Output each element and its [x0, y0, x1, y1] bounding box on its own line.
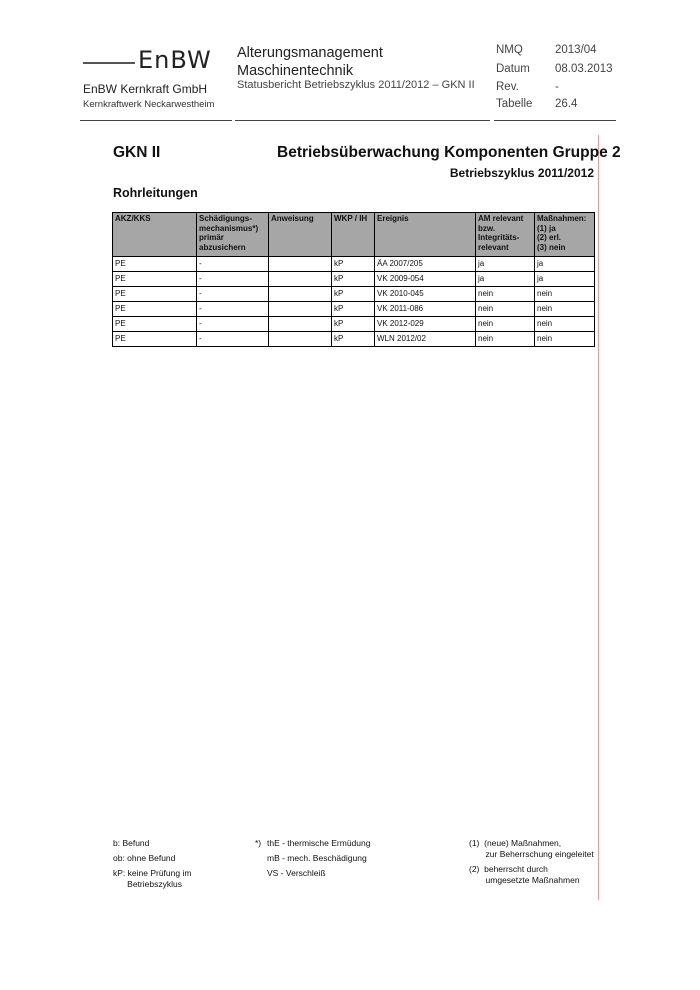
header-rule-right: [494, 120, 616, 121]
meta-label-datum: Datum: [496, 63, 530, 75]
cell-mechanism: -: [197, 272, 269, 287]
cell-event: WLN 2012/02: [375, 332, 476, 347]
legend-line: (1) (neue) Maßnahmen,: [469, 838, 562, 848]
logo-line: [83, 62, 135, 64]
cycle-label: Betriebszyklus 2011/2012: [449, 166, 594, 180]
inspection-table: [112, 212, 595, 347]
cell-am-relevant: ja: [476, 272, 535, 287]
cell-wkp: kP: [332, 257, 375, 272]
table-row: [113, 302, 595, 317]
plant-name: Kernkraftwerk Neckarwestheim: [83, 99, 215, 110]
company-logo: EnBW: [138, 46, 212, 74]
meta-value-datum: 08.03.2013: [555, 63, 613, 75]
table-row: [113, 287, 595, 302]
legend-line: (2) beherrscht durch: [469, 864, 548, 874]
legend-line: zur Beherrschung eingeleitet: [469, 849, 594, 859]
title-line-2: Maschinentechnik: [237, 63, 354, 79]
cell-measures: nein: [535, 302, 595, 317]
cell-measures: nein: [535, 287, 595, 302]
cell-measures: ja: [535, 257, 595, 272]
cell-event: VK 2009-054: [375, 272, 476, 287]
page-title: Betriebsüberwachung Komponenten Gruppe 2: [277, 144, 621, 161]
table-row: [113, 272, 595, 287]
header-text: Anweisung: [271, 214, 314, 223]
cell-event: ÄA 2007/205: [375, 257, 476, 272]
header-text: AM relevant bzw. Integritäts- relevant: [478, 214, 524, 252]
header-rule-middle: [235, 120, 490, 121]
col-header-wkp: [332, 213, 375, 257]
cell-event: VK 2012-029: [375, 317, 476, 332]
legend-marker: *): [255, 838, 262, 848]
table-row: [113, 332, 595, 347]
cell-wkp: kP: [332, 332, 375, 347]
cell-measures: ja: [535, 272, 595, 287]
cell-instruction: [269, 257, 332, 272]
meta-label-rev: Rev.: [496, 81, 519, 93]
document-title: [237, 44, 383, 80]
cell-am-relevant: nein: [476, 317, 535, 332]
company-name: EnBW Kernkraft GmbH: [83, 82, 208, 96]
header-text: AKZ/KKS: [115, 214, 151, 223]
cell-akz: PE: [113, 257, 197, 272]
cell-am-relevant: ja: [476, 257, 535, 272]
cell-wkp: kP: [332, 302, 375, 317]
unit-label: GKN II: [113, 144, 161, 161]
header-text: WKP / IH: [334, 214, 368, 223]
cell-mechanism: -: [197, 317, 269, 332]
margin-line: [598, 135, 599, 900]
legend-line: Betriebszyklus: [113, 879, 182, 889]
cell-instruction: [269, 317, 332, 332]
legend-line: thE - thermische Ermüdung: [267, 838, 371, 848]
legend-line: umgesetzte Maßnahmen: [469, 875, 580, 885]
cell-measures: nein: [535, 317, 595, 332]
cell-instruction: [269, 302, 332, 317]
col-header-measures: [535, 213, 595, 257]
legend-line: mB - mech. Beschädigung: [267, 853, 367, 863]
cell-akz: PE: [113, 317, 197, 332]
header-text: Schädigungs- mechanismus*) primär abzusichern: [199, 214, 259, 252]
cell-akz: PE: [113, 332, 197, 347]
legend-measures: [469, 838, 597, 886]
cell-am-relevant: nein: [476, 332, 535, 347]
cell-wkp: kP: [332, 272, 375, 287]
cell-akz: PE: [113, 287, 197, 302]
legend-findings: [113, 838, 243, 890]
meta-label-tabelle: Tabelle: [496, 98, 533, 110]
meta-label-nmq: NMQ: [496, 44, 523, 56]
cell-akz: PE: [113, 272, 197, 287]
cell-mechanism: -: [197, 257, 269, 272]
cell-mechanism: -: [197, 287, 269, 302]
legend-line: ob: ohne Befund: [113, 853, 176, 863]
header-text: Ereignis: [377, 214, 409, 223]
header-text: Maßnahmen: (1) ja (2) erl. (3) nein: [537, 214, 587, 252]
cell-instruction: [269, 332, 332, 347]
document-subtitle: Statusbericht Betriebszyklus 2011/2012 – GKN II: [237, 79, 475, 91]
col-header-am-relevant: [476, 213, 535, 257]
meta-value-rev: -: [555, 81, 559, 93]
legend-line: VS - Verschleiß: [267, 868, 326, 878]
cell-event: VK 2010-045: [375, 287, 476, 302]
col-header-mechanism: [197, 213, 269, 257]
cell-mechanism: -: [197, 302, 269, 317]
meta-value-tabelle: 26.4: [555, 98, 578, 110]
cell-am-relevant: nein: [476, 302, 535, 317]
cell-instruction: [269, 287, 332, 302]
cell-measures: nein: [535, 332, 595, 347]
cell-akz: PE: [113, 302, 197, 317]
meta-value-nmq: 2013/04: [555, 44, 597, 56]
cell-instruction: [269, 272, 332, 287]
legend-line: kP: keine Prüfung im: [113, 868, 192, 878]
cell-event: VK 2011-086: [375, 302, 476, 317]
legend-mechanisms: [267, 838, 427, 879]
table-row: [113, 257, 595, 272]
header-rule-left: [80, 120, 232, 121]
legend-line: b: Befund: [113, 838, 150, 848]
col-header-akz: [113, 213, 197, 257]
cell-mechanism: -: [197, 332, 269, 347]
cell-am-relevant: nein: [476, 287, 535, 302]
col-header-instruction: [269, 213, 332, 257]
cell-wkp: kP: [332, 317, 375, 332]
title-line-1: Alterungsmanagement: [237, 45, 383, 61]
cell-wkp: kP: [332, 287, 375, 302]
table-header-row: [113, 213, 595, 257]
col-header-event: [375, 213, 476, 257]
table-row: [113, 317, 595, 332]
section-heading: Rohrleitungen: [113, 186, 198, 200]
